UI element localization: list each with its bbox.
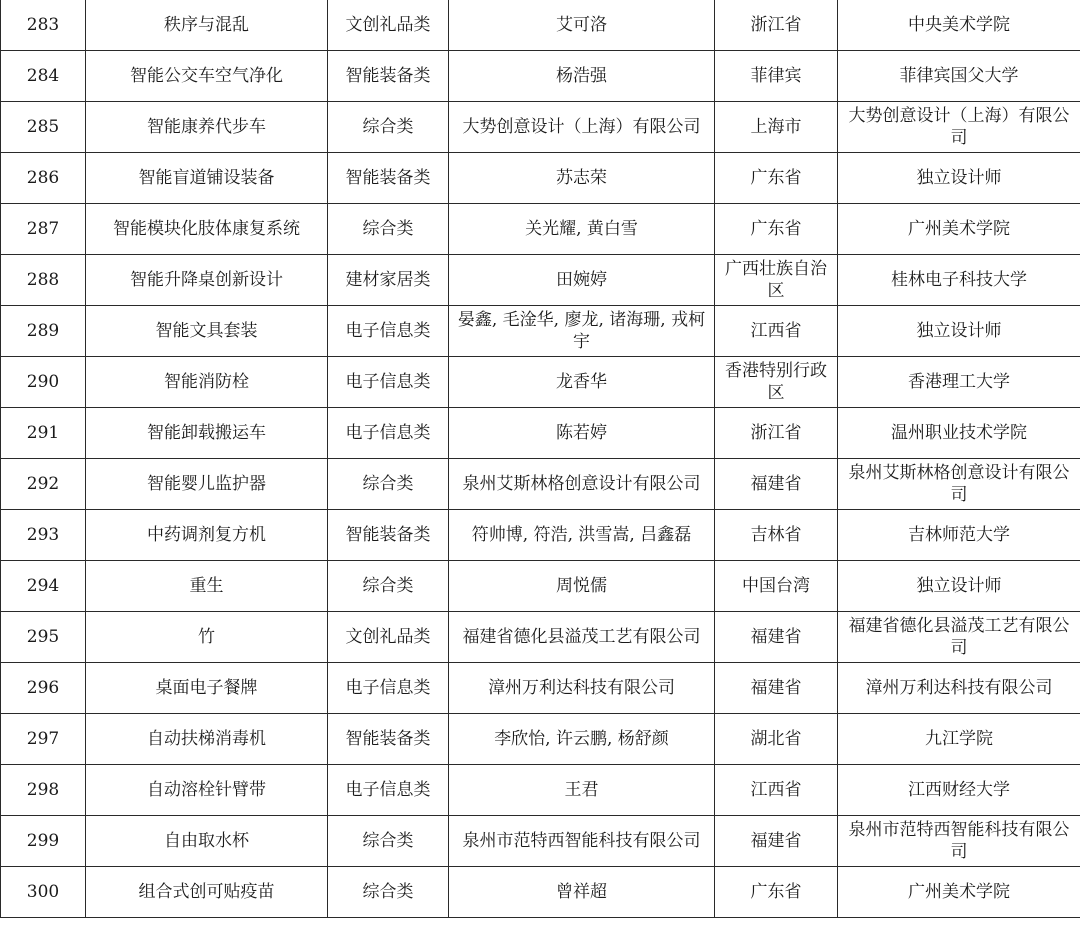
table-row xyxy=(1,510,1080,561)
table-row xyxy=(1,408,1080,459)
table-row xyxy=(1,765,1080,816)
entry-name: 中药调剂复方机 xyxy=(86,510,328,561)
entry-region: 广东省 xyxy=(715,153,838,204)
table-row xyxy=(1,0,1080,51)
entry-number: 293 xyxy=(1,510,86,561)
entry-name: 自动溶栓针臂带 xyxy=(86,765,328,816)
table-row xyxy=(1,204,1080,255)
entry-unit: 江西财经大学 xyxy=(838,765,1080,816)
entry-designer: 泉州艾斯林格创意设计有限公司 xyxy=(449,459,715,510)
entry-category: 电子信息类 xyxy=(328,357,449,408)
entry-unit: 福建省德化县溢茂工艺有限公司 xyxy=(838,612,1080,663)
entry-designer: 曾祥超 xyxy=(449,867,715,918)
entry-region: 广东省 xyxy=(715,867,838,918)
entry-category: 文创礼品类 xyxy=(328,0,449,51)
table-row xyxy=(1,663,1080,714)
entry-designer: 周悦儒 xyxy=(449,561,715,612)
entry-designer: 李欣怡, 许云鹏, 杨舒颜 xyxy=(449,714,715,765)
entry-category: 文创礼品类 xyxy=(328,612,449,663)
table-row xyxy=(1,357,1080,408)
entry-name: 秩序与混乱 xyxy=(86,0,328,51)
entry-unit: 泉州市范特西智能科技有限公司 xyxy=(838,816,1080,867)
entry-number: 297 xyxy=(1,714,86,765)
entry-unit: 独立设计师 xyxy=(838,306,1080,357)
entry-name: 自动扶梯消毒机 xyxy=(86,714,328,765)
table-row xyxy=(1,153,1080,204)
entry-category: 综合类 xyxy=(328,459,449,510)
entry-number: 291 xyxy=(1,408,86,459)
entry-unit: 吉林师范大学 xyxy=(838,510,1080,561)
entry-designer: 大势创意设计（上海）有限公司 xyxy=(449,102,715,153)
entry-number: 285 xyxy=(1,102,86,153)
entry-number: 292 xyxy=(1,459,86,510)
entry-number: 284 xyxy=(1,51,86,102)
entry-unit: 广州美术学院 xyxy=(838,867,1080,918)
entry-unit: 桂林电子科技大学 xyxy=(838,255,1080,306)
entry-category: 电子信息类 xyxy=(328,765,449,816)
table-row xyxy=(1,459,1080,510)
entry-region: 江西省 xyxy=(715,765,838,816)
entry-unit: 温州职业技术学院 xyxy=(838,408,1080,459)
entry-number: 298 xyxy=(1,765,86,816)
entry-region: 福建省 xyxy=(715,816,838,867)
entry-region: 湖北省 xyxy=(715,714,838,765)
table-row xyxy=(1,714,1080,765)
entry-designer: 陈若婷 xyxy=(449,408,715,459)
entry-region: 浙江省 xyxy=(715,408,838,459)
entry-name: 竹 xyxy=(86,612,328,663)
entry-category: 综合类 xyxy=(328,816,449,867)
entry-category: 智能装备类 xyxy=(328,153,449,204)
entry-category: 建材家居类 xyxy=(328,255,449,306)
entry-region: 广西壮族自治区 xyxy=(715,255,838,306)
entry-category: 综合类 xyxy=(328,867,449,918)
entry-name: 重生 xyxy=(86,561,328,612)
entry-designer: 关光耀, 黄白雪 xyxy=(449,204,715,255)
entry-unit: 广州美术学院 xyxy=(838,204,1080,255)
entry-designer: 苏志荣 xyxy=(449,153,715,204)
entry-designer: 泉州市范特西智能科技有限公司 xyxy=(449,816,715,867)
entry-number: 286 xyxy=(1,153,86,204)
entry-category: 智能装备类 xyxy=(328,51,449,102)
entry-designer: 龙香华 xyxy=(449,357,715,408)
entry-category: 智能装备类 xyxy=(328,510,449,561)
entry-unit: 菲律宾国父大学 xyxy=(838,51,1080,102)
table-row xyxy=(1,816,1080,867)
entry-designer: 王君 xyxy=(449,765,715,816)
entry-name: 智能盲道铺设装备 xyxy=(86,153,328,204)
entry-number: 300 xyxy=(1,867,86,918)
entry-category: 电子信息类 xyxy=(328,663,449,714)
entry-number: 283 xyxy=(1,0,86,51)
entry-region: 上海市 xyxy=(715,102,838,153)
entry-number: 294 xyxy=(1,561,86,612)
entry-designer: 田婉婷 xyxy=(449,255,715,306)
entry-region: 广东省 xyxy=(715,204,838,255)
entry-unit: 独立设计师 xyxy=(838,153,1080,204)
entry-region: 福建省 xyxy=(715,663,838,714)
entry-name: 桌面电子餐牌 xyxy=(86,663,328,714)
entry-unit: 泉州艾斯林格创意设计有限公司 xyxy=(838,459,1080,510)
table-row xyxy=(1,867,1080,918)
table-row xyxy=(1,306,1080,357)
entry-region: 福建省 xyxy=(715,459,838,510)
entry-designer: 漳州万利达科技有限公司 xyxy=(449,663,715,714)
entry-name: 智能模块化肢体康复系统 xyxy=(86,204,328,255)
entry-region: 浙江省 xyxy=(715,0,838,51)
entry-unit: 香港理工大学 xyxy=(838,357,1080,408)
entry-region: 中国台湾 xyxy=(715,561,838,612)
entry-designer: 杨浩强 xyxy=(449,51,715,102)
table-row xyxy=(1,51,1080,102)
entry-name: 组合式创可贴疫苗 xyxy=(86,867,328,918)
entry-name: 智能公交车空气净化 xyxy=(86,51,328,102)
entry-unit: 大势创意设计（上海）有限公司 xyxy=(838,102,1080,153)
table-row xyxy=(1,255,1080,306)
entry-category: 综合类 xyxy=(328,204,449,255)
entry-unit: 独立设计师 xyxy=(838,561,1080,612)
entry-designer: 晏鑫, 毛淦华, 廖龙, 诸海珊, 戎柯宇 xyxy=(449,306,715,357)
table-row xyxy=(1,561,1080,612)
entry-name: 自由取水杯 xyxy=(86,816,328,867)
entry-name: 智能消防栓 xyxy=(86,357,328,408)
entry-region: 江西省 xyxy=(715,306,838,357)
entry-name: 智能卸载搬运车 xyxy=(86,408,328,459)
entry-category: 电子信息类 xyxy=(328,408,449,459)
entry-category: 综合类 xyxy=(328,561,449,612)
entry-unit: 漳州万利达科技有限公司 xyxy=(838,663,1080,714)
entry-number: 288 xyxy=(1,255,86,306)
entry-name: 智能升降桌创新设计 xyxy=(86,255,328,306)
entry-name: 智能婴儿监护器 xyxy=(86,459,328,510)
entry-category: 智能装备类 xyxy=(328,714,449,765)
table-row xyxy=(1,102,1080,153)
entry-number: 295 xyxy=(1,612,86,663)
entry-category: 综合类 xyxy=(328,102,449,153)
entry-category: 电子信息类 xyxy=(328,306,449,357)
entry-region: 福建省 xyxy=(715,612,838,663)
entry-designer: 符帅博, 符浩, 洪雪嵩, 吕鑫磊 xyxy=(449,510,715,561)
table-row xyxy=(1,612,1080,663)
entry-number: 299 xyxy=(1,816,86,867)
entry-designer: 福建省德化县溢茂工艺有限公司 xyxy=(449,612,715,663)
entry-region: 菲律宾 xyxy=(715,51,838,102)
entry-name: 智能文具套装 xyxy=(86,306,328,357)
entry-designer: 艾可洛 xyxy=(449,0,715,51)
entry-number: 296 xyxy=(1,663,86,714)
entry-region: 香港特别行政区 xyxy=(715,357,838,408)
table-body xyxy=(1,0,1080,918)
entry-number: 289 xyxy=(1,306,86,357)
entry-unit: 中央美术学院 xyxy=(838,0,1080,51)
entry-name: 智能康养代步车 xyxy=(86,102,328,153)
entry-number: 287 xyxy=(1,204,86,255)
entry-unit: 九江学院 xyxy=(838,714,1080,765)
entry-region: 吉林省 xyxy=(715,510,838,561)
entry-number: 290 xyxy=(1,357,86,408)
